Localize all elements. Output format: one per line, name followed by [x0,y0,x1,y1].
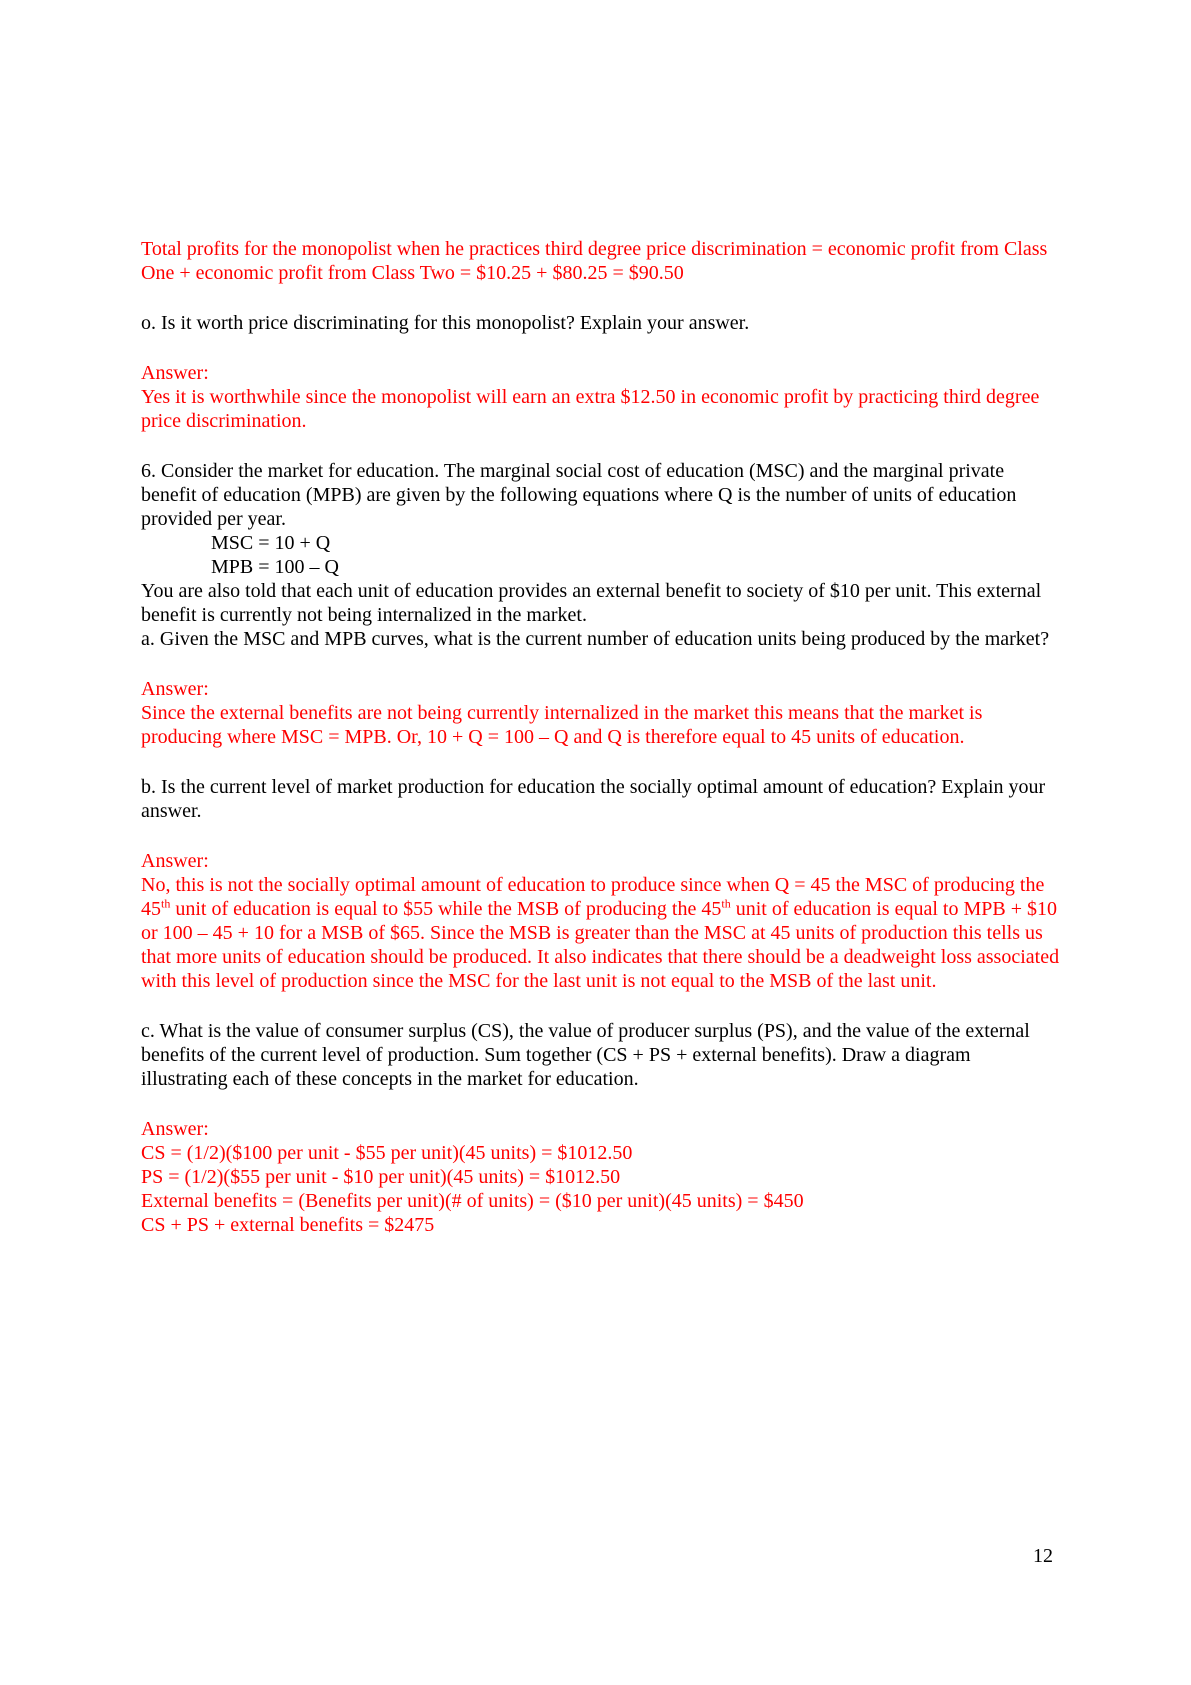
answer-o-text: Yes it is worthwhile since the monopolist will earn an extra $12.50 in economic profit by practicing third degree price discrimination. [141,386,1040,432]
answer-b-text [141,873,1061,993]
answer-a-label: Answer: [141,678,209,700]
superscript-th: th [721,896,731,911]
spacer [141,993,1061,1019]
answer-a-text: Since the external benefits are not being currently internalized in the market this means that the market is producing where MSC = MPB. Or, 10 + Q = 100 – Q and Q is therefore equal to 45 units of education. [141,702,983,748]
answer-c-producer-surplus: PS = (1/2)($55 per unit - $10 per unit)(45 units) = $1012.50 [141,1166,621,1188]
answer-b-part3: unit of education is equal to MPB + $10 or 100 – 45 + 10 for a MSB of $65. Since the MSB is greater than the MSC at 45 units of production this tells us that more units of education should be produced. It also indicates that there should be a deadweight loss associated with this level of production since the MSC for the last unit is not equal to the MSB of the last unit. [141,898,1060,992]
spacer [141,1091,1061,1117]
answer-c-consumer-surplus: CS = (1/2)($100 per unit - $55 per unit)(45 units) = $1012.50 [141,1142,633,1164]
question-6-external-benefit: You are also told that each unit of education provides an external benefit to society of $10 per unit. This external benefit is currently not being internalized in the market. [141,580,1042,626]
spacer [141,335,1061,361]
question-a: a. Given the MSC and MPB curves, what is the current number of education units being produced by the market? [141,628,1050,650]
answer-c-sum: CS + PS + external benefits = $2475 [141,1214,435,1236]
question-6-intro: 6. Consider the market for education. The marginal social cost of education (MSC) and the marginal private benefit of education (MPB) are given by the following equations where Q is the number of units of education provided per year. [141,460,1017,530]
spacer [141,651,1061,677]
answer-c-external-benefits: External benefits = (Benefits per unit)(# of units) = ($10 per unit)(45 units) = $450 [141,1190,804,1212]
page-number: 12 [1033,1545,1053,1567]
superscript-th: th [161,896,171,911]
question-o: o. Is it worth price discriminating for this monopolist? Explain your answer. [141,312,750,334]
equation-mpb: MPB = 100 – Q [211,556,339,578]
equation-msc: MSC = 10 + Q [211,532,331,554]
question-b: b. Is the current level of market production for education the socially optimal amount of education? Explain your answer. [141,776,1046,822]
answer-c-label: Answer: [141,1118,209,1140]
answer-b-part2: unit of education is equal to $55 while the MSB of producing the 45 [170,898,722,920]
spacer [141,823,1061,849]
total-profits-text: Total profits for the monopolist when he practices third degree price discrimination = economic profit from Class One + economic profit from Class Two = $10.25 + $80.25 = $90.50 [141,238,1048,284]
spacer [141,433,1061,459]
answer-b-part1: No, this is not the socially optimal amount of education to produce since when Q = 45 the MSC of producing the 45 [141,874,1045,920]
page-content [141,237,1061,1237]
answer-o-label: Answer: [141,362,209,384]
question-c: c. What is the value of consumer surplus (CS), the value of producer surplus (PS), and the value of the external benefits of the current level of production. Sum together (CS + PS + external benefits). Draw a diagram illustrating each of these concepts in the market for education. [141,1020,1030,1090]
spacer [141,749,1061,775]
answer-b-label: Answer: [141,850,209,872]
spacer [141,285,1061,311]
